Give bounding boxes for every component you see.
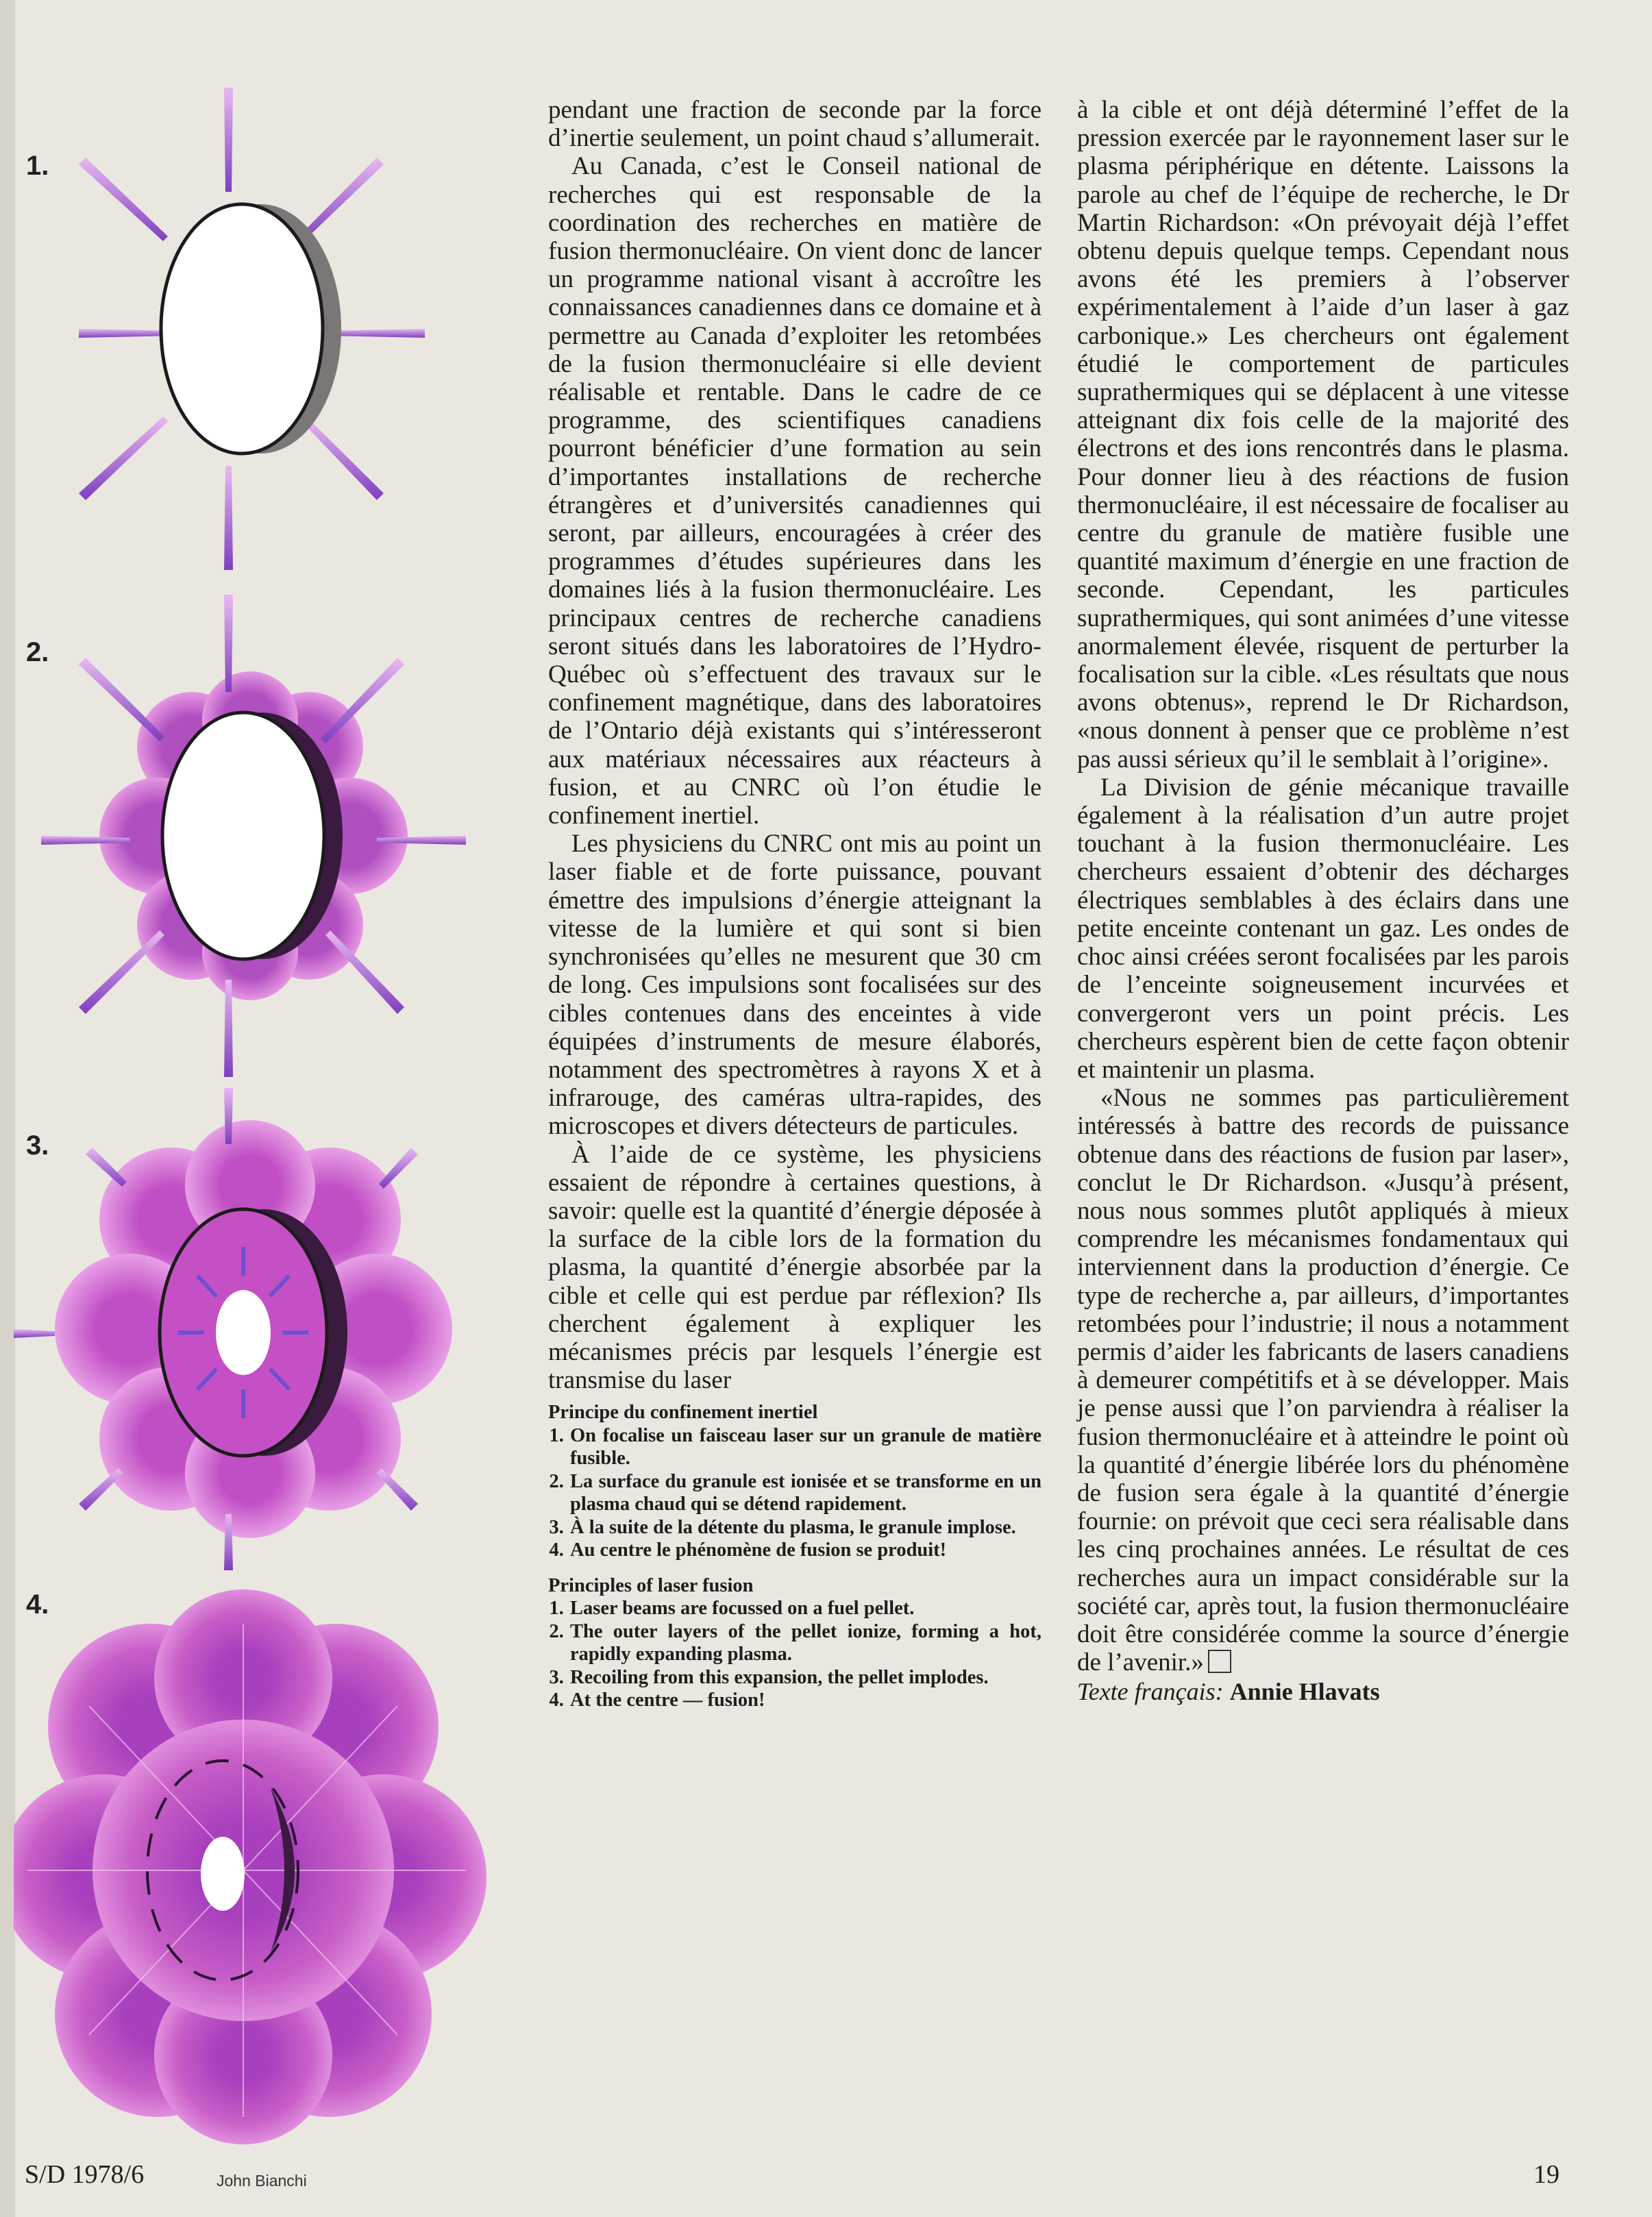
stage-3-implosion	[14, 1082, 493, 1576]
end-mark	[1208, 1650, 1231, 1673]
caption-list-fr	[548, 1424, 1041, 1562]
issue-footer: S/D 1978/6	[25, 2160, 145, 2189]
illustrator-credit: John Bianchi	[217, 2172, 307, 2190]
stage-4-fusion	[14, 1583, 493, 2144]
translator-byline	[1077, 1678, 1569, 1706]
stage-1-pellet-beams	[14, 82, 493, 575]
page-edge	[0, 0, 15, 2217]
caption-title-en: Principles of laser fusion	[548, 1574, 754, 1596]
caption-title-fr: Principe du confinement inertiel	[548, 1402, 818, 1424]
caption-item-fr: 4. Au centre le phénomène de fusion se produit!	[569, 1539, 1041, 1562]
paragraph-3: Les physiciens du CNRC ont mis au point un laser fiable et de forte puissance, pouvant émettre des impulsions d’énergie atteignant la vitesse de la lumière et qui sont si bien synchronisées qu’elles ne mesurent que 30 cm de long. Ces impulsions sont focalisées sur des cibles contenues dans des enceintes à vide équipées d’instruments de mesure élaborés, notamment des spectromètres à rayons X et à infrarouge, des caméras ultra-rapides, des microscopes et divers détecteurs de particules.	[548, 830, 1041, 1141]
caption-item-en: 1. Laser beams are focussed on a fuel pellet.	[569, 1597, 1041, 1620]
caption-item-fr: 2. La surface du granule est ionisée et se transforme en un plasma chaud qui se détend rapidement.	[569, 1470, 1041, 1516]
figure-caption	[548, 1401, 1041, 1712]
paragraph-6: La Division de génie mécanique travaille également à la réalisation d’un autre projet touchant à la fusion thermonucléaire. Les chercheurs essaient d’obtenir des décharges électriques semblables à des éclairs dans une petite enceinte contenant un gaz. Les ondes de choc ainsi créées seront focalisées par les parois de l’enceinte soigneusement incurvées et convergeront vers un point précis. Les chercheurs espèrent bien de cette façon obtenir et maintenir un plasma.	[1077, 773, 1569, 1084]
article-column-2	[1077, 96, 1569, 1707]
caption-item-fr: 3. À la suite de la détente du plasma, le granule implose.	[569, 1516, 1041, 1539]
byline-author: Annie Hlavats	[1229, 1678, 1380, 1706]
caption-item-en: 2. The outer layers of the pellet ionize, forming a hot, rapidly expanding plasma.	[569, 1620, 1041, 1666]
paragraph-7	[1077, 1084, 1569, 1676]
caption-item-en: 3. Recoiling from this expansion, the pellet implodes.	[569, 1666, 1041, 1689]
page-number: 19	[1533, 2160, 1559, 2189]
caption-item-fr: 1. On focalise un faisceau laser sur un granule de matière fusible.	[569, 1424, 1041, 1470]
paragraph-1: pendant une fraction de seconde par la force d’inertie seulement, un point chaud s’allumerait.	[548, 96, 1041, 153]
byline-role: Texte français:	[1077, 1678, 1224, 1706]
stage-2-plasma-forming	[14, 589, 493, 1082]
paragraph-5: à la cible et ont déjà déterminé l’effet de la pression exercée par le rayonnement laser sur le plasma périphérique en détente. Laissons la parole au chef de l’équipe de recherche, le Dr Martin Richardson: «On prévoyait déjà l’effet obtenu depuis quelque temps. Cependant nous avons été les premiers à l’observer expérimentalement à l’aide d’un laser à gaz carbonique.» Les chercheurs ont également étudié le comportement de particules suprathermiques qui se déplacent à une vitesse atteignant dix fois celle de la majorité des électrons et des ions rencontrés dans le plasma. Pour donner lieu à des réactions de fusion thermonucléaire, il est nécessaire de focaliser au centre du granule de matière fusible une quantité maximum d’énergie en une fraction de seconde. Cependant, les particules suprathermiques, qui sont animées d’une vitesse anormalement élevée, risquent de perturber la focalisation sur la cible. «Les résultats que nous avons obtenus», reprend le Dr Richardson, «nous donnent à penser que ce problème n’est pas aussi sérieux qu’il le semblait à l’origine».	[1077, 96, 1569, 773]
paragraph-4: À l’aide de ce système, les physiciens essaient de répondre à certaines questions, à savoir: quelle est la quantité d’énergie déposée à la surface de la cible lors de la formation du plasma, la quantité d’énergie absorbée par la cible et celle qui est perdue par réflexion? Ils cherchent également à expliquer les mécanismes précis par lesquels l’énergie est transmise du laser	[548, 1140, 1041, 1395]
figure-label-1: 1.	[26, 151, 49, 181]
paragraph-7-text: «Nous ne sommes pas particulièrement intéressés à battre des records de puissance obtenue dans des réactions de fusion par laser», conclut le Dr Richardson. «Jusqu’à présent, nous nous sommes plutôt appliqués à mieux comprendre les mécanismes fondamentaux qui interviennent dans la production d’énergie. Ce type de recherche a, par ailleurs, d’importantes retombées pour l’industrie; il nous a notamment permis d’aider les fabricants de lasers canadiens à demeurer compétitifs et à se développer. Mais je pense aussi que l’on parviendra à réaliser la fusion thermonucléaire et à atteindre le point où la quantité d’énergie libérée lors du phénomène de fusion sera égale à la quantité d’énergie fournie: on prévoit que ceci sera réalisable dans les cinq prochaines années. Le résultat de ces recherches aura un impact considérable sur la société car, après tout, la fusion thermonucléaire doit être considérée comme la source d’énergie de l’avenir.»	[1077, 1084, 1569, 1677]
figure-label-4: 4.	[26, 1589, 49, 1620]
figure-label-2: 2.	[26, 637, 49, 667]
article-column-1	[548, 96, 1041, 1712]
paragraph-2: Au Canada, c’est le Conseil national de recherches qui est responsable de la coordination des recherches en matière de fusion thermonucléaire. On vient donc de lancer un programme national visant à accroître les connaissances canadiennes dans ce domaine et à permettre au Canada d’exploiter les retombées de la fusion thermonucléaire si elle devient réalisable et rentable. Dans le cadre de ce programme, des scientifiques canadiens pourront bénéficier d’une formation au sein d’importantes installations de recherche étrangères et d’universités canadiennes qui seront, par ailleurs, encouragées à créer des programmes d’études supérieures dans les domaines liés à la fusion thermonucléaire. Les principaux centres de recherche canadiens seront situés dans les laboratoires de l’Hydro-Québec où s’effectuent des travaux sur le confinement magnétique, dans des laboratoires de l’Ontario déjà existants qui s’intéresseront aux matériaux nécessaires aux réacteurs à fusion, et au CNRC où l’on étudie le confinement inertiel.	[548, 152, 1041, 830]
caption-list-en	[548, 1597, 1041, 1712]
figure-label-3: 3.	[26, 1130, 49, 1161]
caption-item-en: 4. At the centre — fusion!	[569, 1689, 1041, 1712]
